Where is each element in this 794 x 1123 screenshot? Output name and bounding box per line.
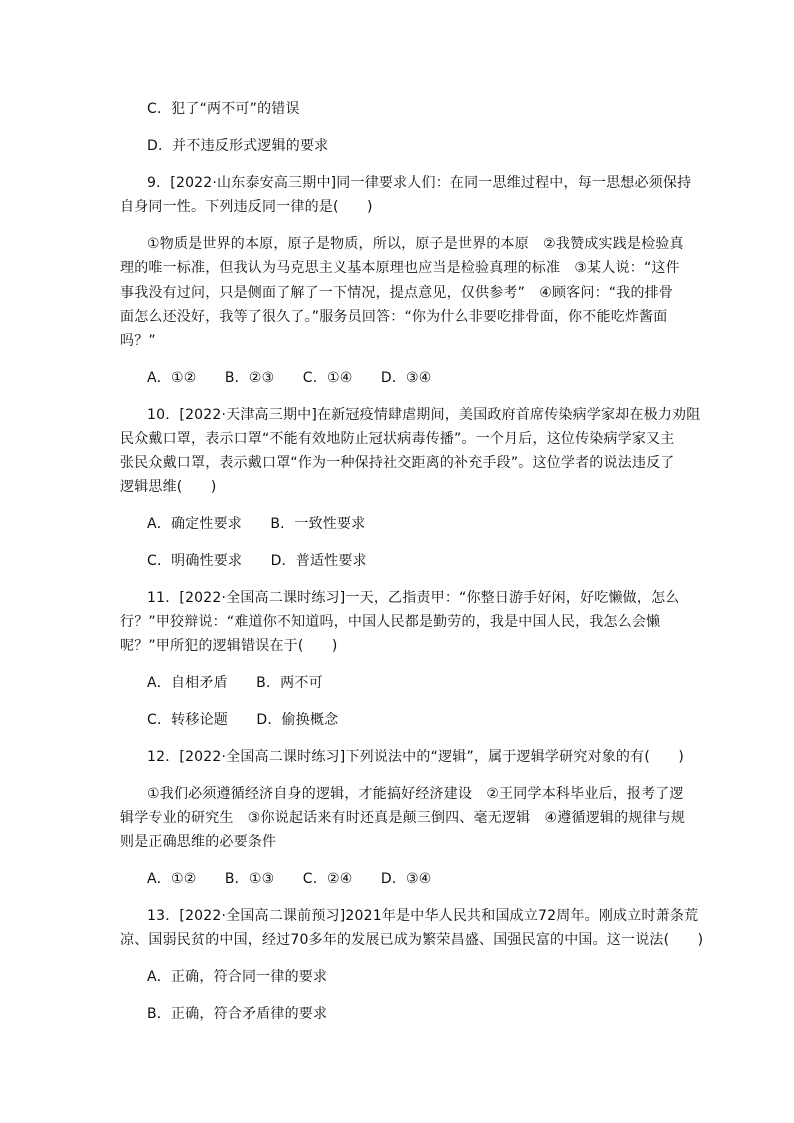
question-12-material: ①我们必须遵循经济自身的逻辑，才能搞好经济建设 ②王同学本科毕业后，报考了逻	[147, 786, 684, 802]
question-11-stem-cont: 呢？”甲所犯的逻辑错误在于( )	[120, 638, 338, 654]
question-12-material-cont: 辑学专业的研究生 ③你说起话来有时还真是颠三倒四、毫无逻辑 ④遵循逻辑的规律与规	[120, 810, 686, 826]
option-13b: B．正确，符合矛盾律的要求	[147, 1006, 328, 1022]
question-9-stem: 9．[2022·山东泰安高三期中]同一律要求人们：在同一思维过程中，每一思想必须保持	[147, 175, 692, 191]
question-12-material-cont: 则是正确思维的必要条件	[120, 834, 277, 850]
question-10-options-ab: A．确定性要求 B．一致性要求	[147, 516, 366, 532]
question-9-stem-cont: 自身同一性。下列违反同一律的是( )	[120, 199, 373, 215]
option-13a: A．正确，符合同一律的要求	[147, 969, 328, 985]
question-11-options-cd: C．转移论题 D．偷换概念	[147, 712, 339, 728]
question-10-stem-cont: 张民众戴口罩，表示戴口罩“作为一种保持社交距离的补充手段”。这位学者的说法违反了	[120, 455, 675, 471]
question-9-material: ①物质是世界的本原，原子是物质，所以，原子是世界的本原 ②我赞成实践是检验真	[147, 236, 684, 252]
question-11-stem: 11．[2022·全国高二课时练习]一天，乙指责甲：“你整日游手好闲，好吃懒做，怎么	[147, 590, 680, 606]
question-10-stem-cont: 民众戴口罩，表示口罩“不能有效地防止冠状病毒传播”。一个月后，这位传染病学家又主	[120, 431, 675, 447]
question-10-options-cd: C．明确性要求 D．普适性要求	[147, 553, 367, 569]
question-13-stem-cont: 凉、国弱民贫的中国，经过70多年的发展已成为繁荣昌盛、国强民富的中国。这一说法( )	[120, 932, 704, 948]
question-9-material-cont: 面怎么还没好，我等了很久了。”服务员回答：“你为什么非要吃排骨面，你不能吃炸酱面	[120, 309, 668, 325]
question-9-material-cont: 事我没有过问，只是侧面了解了一下情况，提点意见，仅供参考” ④顾客问：“我的排骨	[120, 285, 674, 301]
question-9-options: A．①② B．②③ C．①④ D．③④	[147, 370, 432, 386]
question-10-stem: 10．[2022·天津高三期中]在新冠疫情肆虐期间，美国政府首席传染病学家却在极力劝阻	[147, 407, 701, 423]
option-8d: D．并不违反形式逻辑的要求	[147, 138, 329, 154]
question-11-stem-cont: 行？”甲狡辩说：“难道你不知道吗，中国人民都是勤劳的，我是中国人民，我怎么会懒	[120, 614, 661, 630]
question-10-stem-cont: 逻辑思维( )	[120, 479, 217, 495]
question-9-material-cont: 吗？”	[120, 333, 156, 349]
question-12-stem: 12．[2022·全国高二课时练习]下列说法中的“逻辑”，属于逻辑学研究对象的有( )	[147, 749, 685, 765]
question-9-material-cont: 理的唯一标准，但我认为马克思主义基本原理也应当是检验真理的标准 ③某人说：“这件	[120, 260, 680, 276]
question-13-stem: 13．[2022·全国高二课前预习]2021年是中华人民共和国成立72周年。刚成立时萧条荒	[147, 908, 699, 924]
question-12-options: A．①② B．①③ C．②④ D．③④	[147, 871, 432, 887]
question-11-options-ab: A．自相矛盾 B．两不可	[147, 675, 323, 691]
option-8c: C．犯了“两不可”的错误	[147, 101, 300, 117]
